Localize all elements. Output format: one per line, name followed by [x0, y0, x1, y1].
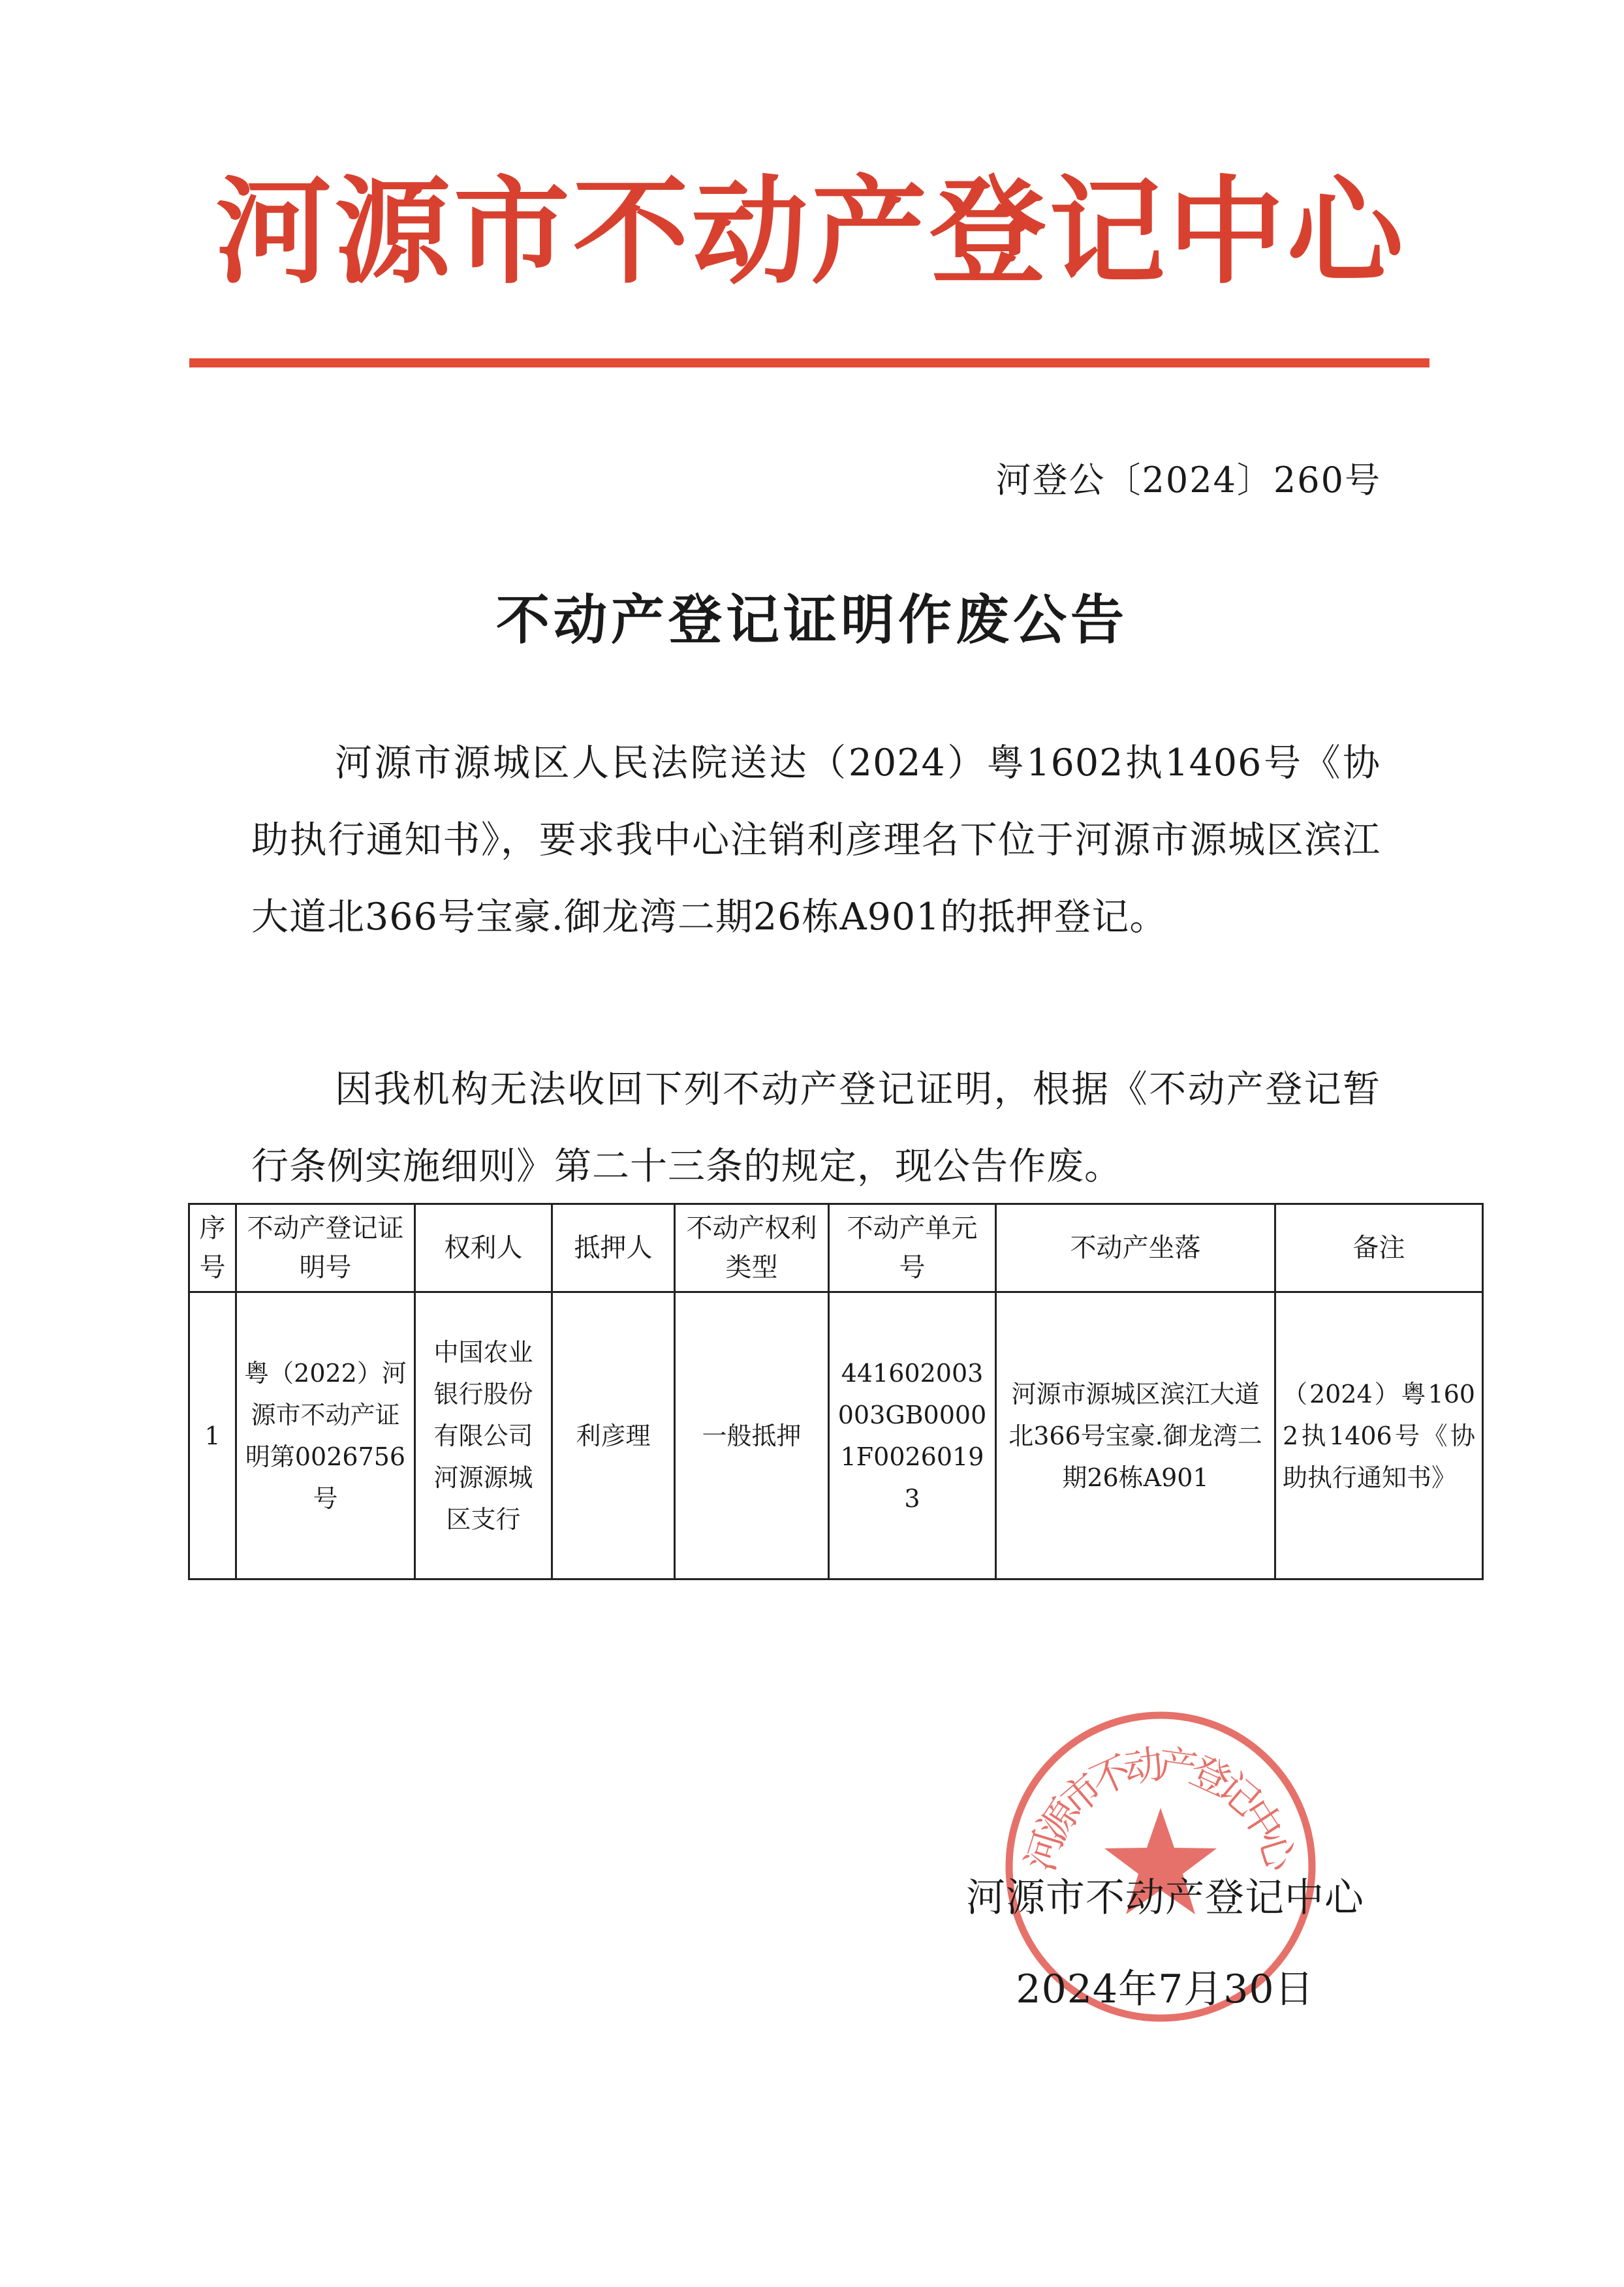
cell-right-holder: 中国农业银行股份有限公司河源源城区支行	[415, 1292, 552, 1579]
header-certificate-number: 不动产登记证明号	[236, 1204, 415, 1292]
masthead-org-name	[215, 150, 1403, 313]
cell-location: 河源市源城区滨江大道北366号宝豪.御龙湾二期26栋A901	[996, 1292, 1275, 1579]
header-remarks: 备注	[1275, 1204, 1483, 1292]
header-right-type: 不动产权利类型	[675, 1204, 829, 1292]
cell-certificate-number: 粤（2022）河源市不动产证明第0026756号	[236, 1292, 415, 1579]
masthead-char: 心	[1287, 163, 1403, 300]
header-right-holder: 权利人	[415, 1204, 552, 1292]
cell-right-type: 一般抵押	[675, 1292, 829, 1579]
seal-text: 河源市不动产登记中心	[1017, 1741, 1304, 1876]
table-row	[189, 1292, 1483, 1579]
signature-organization: 河源市不动产登记中心	[966, 1875, 1364, 1921]
masthead-char: 登	[929, 163, 1046, 300]
masthead-char: 记	[1049, 163, 1166, 300]
header-mortgagor: 抵押人	[552, 1204, 675, 1292]
cell-unit-number: 441602003003GB00001F00260193	[829, 1292, 996, 1579]
notice-title: 不动产登记证明作废公告	[495, 589, 1128, 651]
masthead-char: 源	[334, 163, 451, 300]
masthead-char: 市	[453, 163, 570, 300]
red-divider-rule	[189, 358, 1429, 367]
document-number: 河登公〔2024〕260号	[995, 459, 1381, 501]
masthead-char: 产	[811, 163, 928, 300]
header-serial: 序号	[189, 1204, 236, 1292]
masthead-char: 中	[1168, 163, 1285, 300]
masthead-char: 河	[215, 163, 332, 300]
body-paragraph-1: 河源市源城区人民法院送达（2024）粤1602执1406号《协助执行通知书》，要求我中心注销利彦理名下位于河源市源城区滨江大道北366号宝豪.御龙湾二期26栋A901的抵押登记。	[251, 741, 1381, 939]
cell-mortgagor: 利彦理	[552, 1292, 675, 1579]
masthead-char: 动	[691, 163, 808, 300]
signature-date: 2024年7月30日	[1016, 1967, 1315, 2012]
cell-serial: 1	[189, 1292, 236, 1579]
masthead-char: 不	[572, 163, 689, 300]
header-location: 不动产坐落	[996, 1204, 1275, 1292]
cell-remarks: （2024）粤1602执1406号《协助执行通知书》	[1275, 1292, 1483, 1579]
body-paragraph-2: 因我机构无法收回下列不动产登记证明，根据《不动产登记暂行条例实施细则》第二十三条的规定，现公告作废。	[251, 1068, 1381, 1188]
header-unit-number: 不动产单元号	[829, 1204, 996, 1292]
void-certificate-table	[188, 1203, 1484, 1580]
table-header-row	[189, 1204, 1483, 1292]
